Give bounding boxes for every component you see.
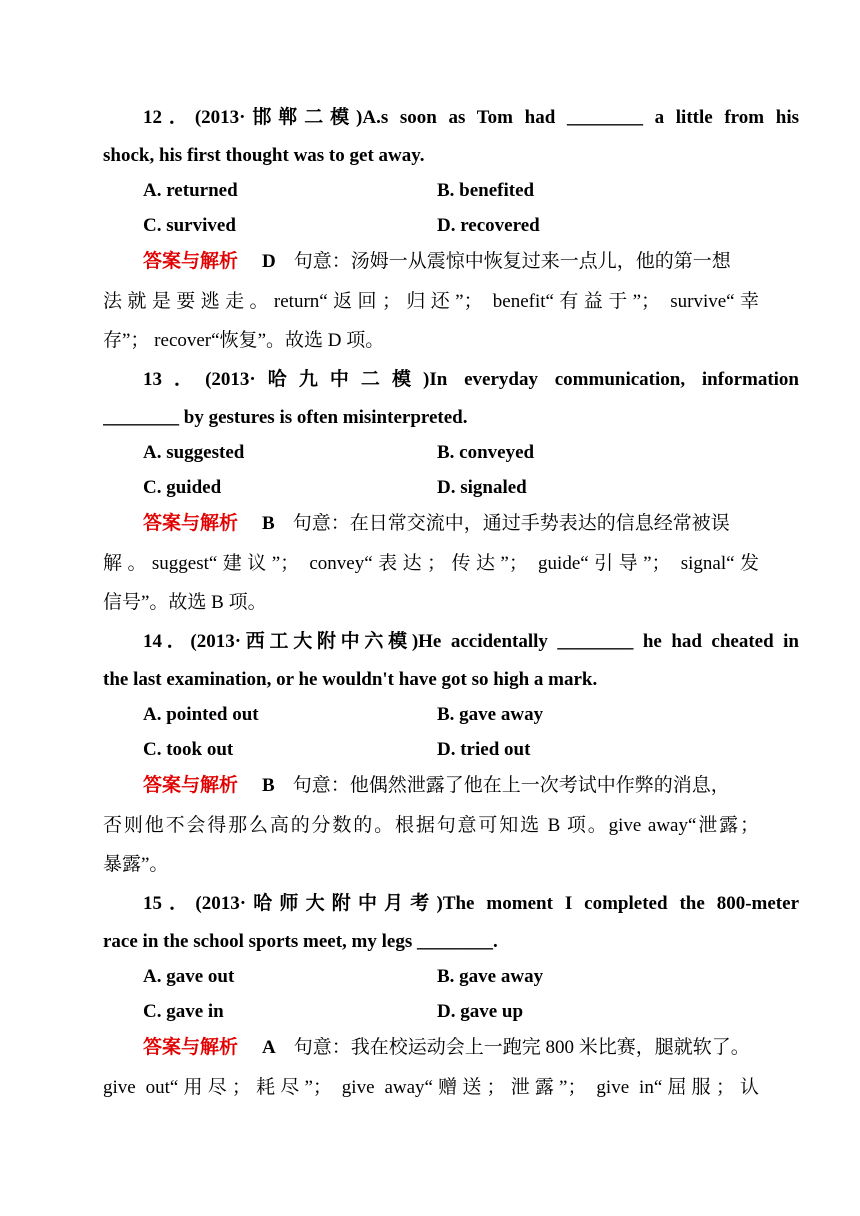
question-13-answer-line1 <box>143 511 799 537</box>
question-13-option-b: B. conveyed <box>437 442 535 463</box>
question-12-option-b: B. benefited <box>437 180 535 201</box>
question-12-option-a: A. returned <box>143 180 238 201</box>
question-12-explanation-line2: 法就是要逃走。return“返回；归还”； benefit“有益于”； survive“幸 <box>103 291 759 312</box>
answer-label: 答案与解析 <box>143 513 239 534</box>
question-13-option-a: A. suggested <box>143 442 245 463</box>
answer-letter: D <box>262 251 276 272</box>
question-13-option-d: D. signaled <box>437 477 527 498</box>
explanation-text: 句意：在日常交流中，通过手势表达的信息经常被误 <box>292 513 730 534</box>
question-12-stem-line2: shock, his first thought was to get away. <box>103 145 425 166</box>
question-13-option-c: C. guided <box>143 477 222 498</box>
question-14-explanation-line2: 否则他不会得那么高的分数的。根据句意可知选 B 项。give away“泄露； <box>103 815 759 836</box>
question-14-answer-line1 <box>143 773 799 799</box>
question-12-option-c: C. survived <box>143 215 236 236</box>
question-13-stem-line1: 13．(2013·哈九中二模)In everyday communication, information <box>143 369 799 390</box>
question-15-option-d: D. gave up <box>437 1001 524 1022</box>
answer-label: 答案与解析 <box>143 251 239 272</box>
question-14-explanation-line3: 暴露”。 <box>103 854 169 875</box>
question-12-explanation-line3: 存”； recover“恢复”。故选 D 项。 <box>103 330 385 351</box>
answer-label: 答案与解析 <box>143 1037 239 1058</box>
question-13-stem-line2: ________ by gestures is often misinterpreted. <box>103 407 468 428</box>
question-15-explanation-line2: give out“用尽；耗尽”； give away“赠送；泄露”； give in“屈服；认 <box>103 1077 759 1098</box>
question-14-option-b: B. gave away <box>437 704 544 725</box>
question-15-answer-line1 <box>143 1035 799 1061</box>
question-15-option-c: C. gave in <box>143 1001 224 1022</box>
question-14-option-d: D. tried out <box>437 739 531 760</box>
question-14-stem-line2: the last examination, or he wouldn't have got so high a mark. <box>103 669 598 690</box>
answer-label: 答案与解析 <box>143 775 239 796</box>
question-15-stem-line2: race in the school sports meet, my legs ________. <box>103 931 498 952</box>
question-12-option-d: D. recovered <box>437 215 540 236</box>
answer-letter: A <box>262 1037 276 1058</box>
question-14-stem-line1: 14．(2013·西工大附中六模)He accidentally ________ he had cheated in <box>143 631 799 652</box>
question-12-answer-line1 <box>143 249 799 275</box>
question-13-explanation-line3: 信号”。故选 B 项。 <box>103 592 267 613</box>
explanation-text: 句意：我在校运动会上一跑完 800 米比赛，腿就软了。 <box>293 1037 750 1058</box>
question-15-option-b: B. gave away <box>437 966 544 987</box>
question-14-option-a: A. pointed out <box>143 704 259 725</box>
answer-letter: B <box>262 513 275 534</box>
question-15-stem-line1: 15．(2013·哈师大附中月考)The moment I completed the 800-meter <box>143 893 799 914</box>
question-12-stem-line1: 12．(2013·邯郸二模)A.s soon as Tom had ________ a little from his <box>143 107 799 128</box>
question-14-option-c: C. took out <box>143 739 234 760</box>
explanation-text: 句意：汤姆一从震惊中恢复过来一点儿，他的第一想 <box>293 251 731 272</box>
question-13-explanation-line2: 解。suggest“建议”； convey“表达；传达”； guide“引导”； signal“发 <box>103 553 759 574</box>
question-15-option-a: A. gave out <box>143 966 235 987</box>
explanation-text: 句意：他偶然泄露了他在上一次考试中作弊的消息， <box>292 775 730 796</box>
answer-letter: B <box>262 775 275 796</box>
